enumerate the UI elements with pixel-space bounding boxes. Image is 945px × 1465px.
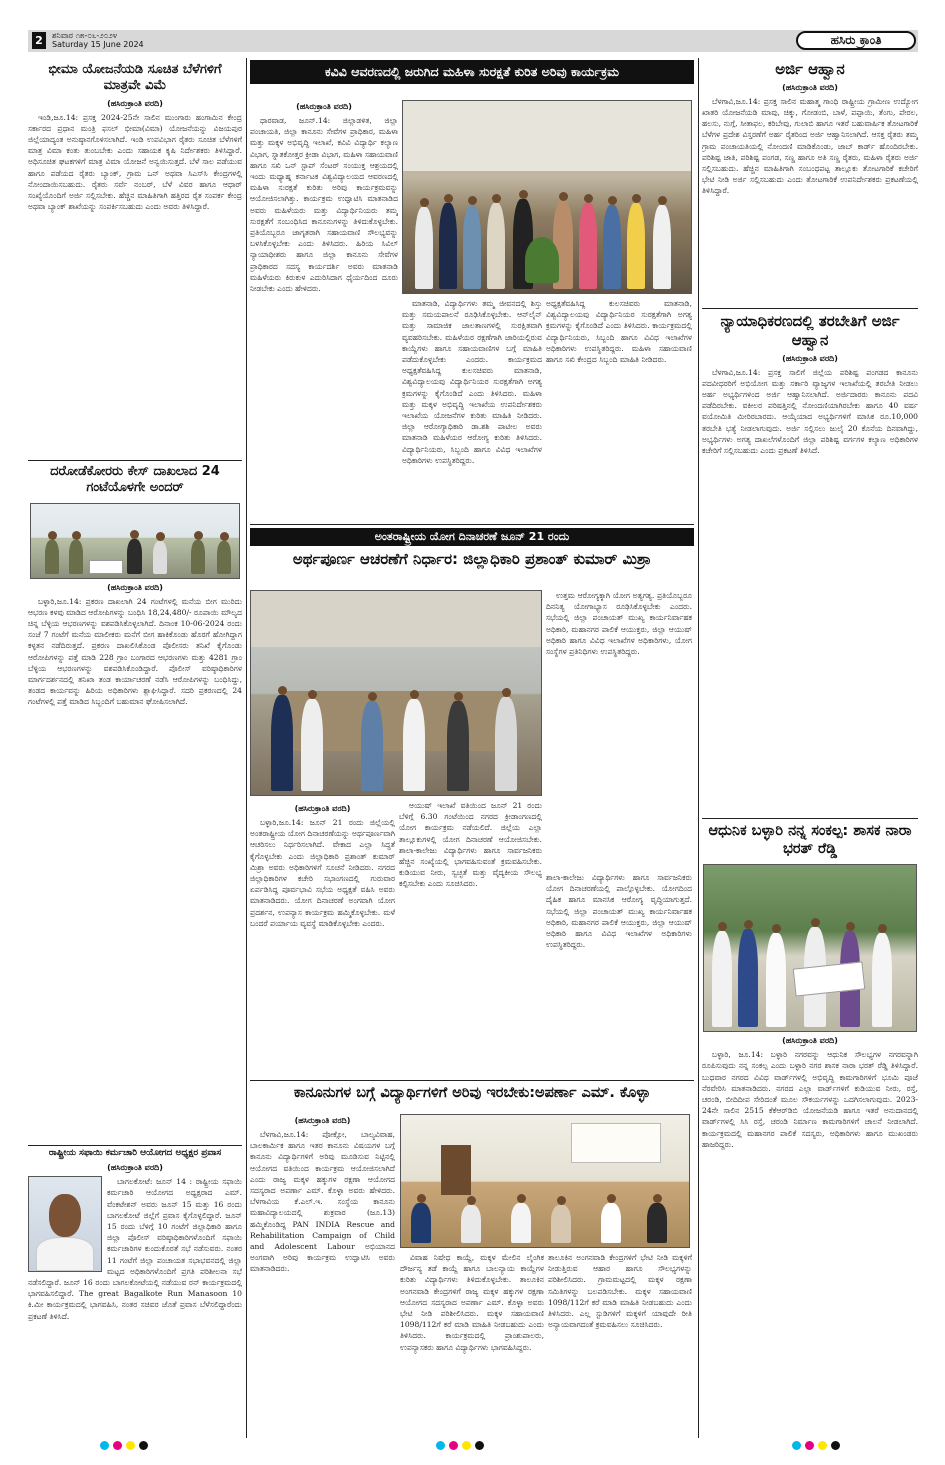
left-column (28, 60, 242, 1438)
byline: (ಹಸಿರುಕ್ರಾಂತಿ ವರದಿ) (782, 82, 838, 92)
article-body: ಶಾಲಾ-ಕಾಲೇಜು ವಿದ್ಯಾರ್ಥಿಗಳು ಹಾಗೂ ಸಾರ್ವಜನಿಕರು ಯೋಗ ದಿನಾಚರಣೆಯಲ್ಲಿ ಪಾಲ್ಗೊಳ್ಳಬೇಕು. ಯೋಗದಿಂದ ದೈಹಿಕ ಹಾಗೂ ಮಾನಸಿಕ ಆರೋಗ್ಯ ವೃದ್ಧಿಯಾಗುತ್ತದೆ. ಸಭೆಯಲ್ಲಿ ಜಿಲ್ಲಾ ಪಂಚಾಯತ್ ಮುಖ್ಯ ಕಾರ್ಯನಿರ್ವಾಹಕ ಅಧಿಕಾರಿ, ಮಹಾನಗರ ಪಾಲಿಕೆ ಆಯುಕ್ತರು, ಜಿಲ್ಲಾ ಆಯುಷ್ ಅಧಿಕಾರಿ ಹಾಗೂ ವಿವಿಧ ಇಲಾಖೆಗಳ ಅಧಿಕಾರಿಗಳು ಉಪಸ್ಥಿತರಿದ್ದರು. (546, 873, 692, 950)
headline: ಭೀಮಾ ಯೋಜನೆಯಡಿ ಸೂಚಿತ ಬೆಳೆಗಳಿಗೆ ಮಾತ್ರವೇ ವಿಮೆ (48, 62, 222, 94)
article-body: ಮಾತನಾಡಿ, ವಿದ್ಯಾರ್ಥಿಗಳು ತಮ್ಮ ಜೀವನದಲ್ಲಿ ಶಿಸ್ತು ಮತ್ತು ಸಮಯಪಾಲನೆ ರೂಢಿಸಿಕೊಳ್ಳಬೇಕು. ಆನ್‌ಲೈನ್ ಮತ್ತು ಸಾಮಾಜಿಕ ಜಾಲತಾಣಗಳಲ್ಲಿ ಸುರಕ್ಷಿತವಾಗಿ ವ್ಯವಹರಿಸಬೇಕು. ಮಹಿಳೆಯರ ರಕ್ಷಣೆಗಾಗಿ ಜಾರಿಯಲ್ಲಿರುವ ಕಾಯ್ದೆಗಳು ಹಾಗೂ ಸಹಾಯವಾಣಿಗಳ ಬಗ್ಗೆ ಮಾಹಿತಿ ಪಡೆದುಕೊಳ್ಳಬೇಕು ಎಂದರು. ಕಾರ್ಯಕ್ರಮದ ಅಧ್ಯಕ್ಷತೆವಹಿಸಿದ್ದ ಕುಲಸಚಿವರು ಮಾತನಾಡಿ, ವಿಶ್ವವಿದ್ಯಾಲಯವು ವಿದ್ಯಾರ್ಥಿನಿಯರ ಸುರಕ್ಷತೆಗಾಗಿ ಅಗತ್ಯ ಕ್ರಮಗಳನ್ನು ಕೈಗೊಂಡಿದೆ ಎಂದು ತಿಳಿಸಿದರು. ಮಹಿಳಾ ಮತ್ತು ಮಕ್ಕಳ ಅಭಿವೃದ್ಧಿ ಇಲಾಖೆಯ ಉಪನಿರ್ದೇಶಕರು ಇಲಾಖೆಯ ಯೋಜನೆಗಳ ಕುರಿತು ಮಾಹಿತಿ ನೀಡಿದರು. ಜಿಲ್ಲಾ ಆರೋಗ್ಯಾಧಿಕಾರಿ ಡಾ.ಶಶಿ ಪಾಟೀಲ ಅವರು ಮಾತನಾಡಿ ಮಹಿಳೆಯರ ಆರೋಗ್ಯ ಕುರಿತು ತಿಳಿಸಿದರು. ವಿದ್ಯಾರ್ಥಿನಿಯರು, ಸಿಬ್ಬಂದಿ ಹಾಗೂ ವಿವಿಧ ಇಲಾಖೆಗಳ ಅಧಿಕಾರಿಗಳು ಉಪಸ್ಥಿತರಿದ್ದರು. (402, 299, 542, 465)
divider (28, 1145, 242, 1146)
divider (250, 524, 694, 525)
divider (28, 460, 242, 461)
article-law-awareness-mid (400, 1252, 544, 1438)
headline: ಕವಿವಿ ಆವರಣದಲ್ಲಿ ಜರುಗಿದ ಮಹಿಳಾ ಸುರಕ್ಷತೆ ಕುರಿತ ಅರಿವು ಕಾರ್ಯಕ್ರಮ (250, 60, 694, 84)
byline: (ಹಸಿರುಕ್ರಾಂತಿ ವರದಿ) (782, 353, 838, 363)
article-body: ಧಾರವಾಡ, ಜೂನ್.14: ಜಿಲ್ಲಾಡಳಿತ, ಜಿಲ್ಲಾ ಪಂಚಾಯತಿ, ಜಿಲ್ಲಾ ಕಾನೂನು ಸೇವೆಗಳ ಪ್ರಾಧಿಕಾರ, ಮಹಿಳಾ ಮತ್ತು ಮಕ್ಕಳ ಅಭಿವೃದ್ಧಿ ಇಲಾಖೆ, ಕವಿವಿ ವಿದ್ಯಾರ್ಥಿ ಕಲ್ಯಾಣ ವಿಭಾಗ, ಸ್ನಾತಕೋತ್ತರ ಕ್ರೀಡಾ ವಿಭಾಗ, ಮಹಿಳಾ ಸಹಾಯವಾಣಿ ಹಾಗೂ ಸಖಿ ಒನ್ ಸ್ಟಾಪ್ ಸೆಂಟರ್ ಸಂಯುಕ್ತ ಆಶ್ರಯದಲ್ಲಿ ಇಂದು ಮಧ್ಯಾಹ್ನ ಕರ್ನಾಟಕ ವಿಶ್ವವಿದ್ಯಾಲಯದ ಆವರಣದಲ್ಲಿ ಮಹಿಳಾ ಸುರಕ್ಷತೆ ಕುರಿತು ಅರಿವು ಕಾರ್ಯಕ್ರಮವನ್ನು ಆಯೋಜಿಸಲಾಗಿತ್ತು. ಕಾರ್ಯಕ್ರಮ ಉದ್ಘಾಟಿಸಿ ಮಾತನಾಡಿದ ಅವರು ಮಹಿಳೆಯರು ಮತ್ತು ವಿದ್ಯಾರ್ಥಿನಿಯರು ತಮ್ಮ ಸುರಕ್ಷತೆಗೆ ಸಂಬಂಧಿಸಿದ ಕಾನೂನುಗಳನ್ನು ತಿಳಿದುಕೊಳ್ಳಬೇಕು. ಪ್ರತಿಯೊಬ್ಬರೂ ಜಾಗೃತರಾಗಿ ಸಹಾಯವಾಣಿ ಸೌಲಭ್ಯವನ್ನು ಬಳಸಿಕೊಳ್ಳಬೇಕು ಎಂದು ತಿಳಿಸಿದರು. ಹಿರಿಯ ಸಿವಿಲ್ ನ್ಯಾಯಾಧೀಶರು ಹಾಗೂ ಜಿಲ್ಲಾ ಕಾನೂನು ಸೇವೆಗಳ ಪ್ರಾಧಿಕಾರದ ಸದಸ್ಯ ಕಾರ್ಯದರ್ಶಿ ಅವರು ಮಾತನಾಡಿ ಮಹಿಳೆಯರು ಕಿರುಕುಳ ಎದುರಿಸಿದಾಗ ಧೈರ್ಯದಿಂದ ದೂರು ನೀಡಬೇಕು ಎಂದು ಹೇಳಿದರು. (250, 116, 398, 294)
byline: (ಹಸಿರುಕ್ರಾಂತಿ ವರದಿ) (782, 1036, 838, 1046)
article-modern-ballari (702, 822, 918, 1438)
article-body: ಉತ್ತಮ ಆರೋಗ್ಯಕ್ಕಾಗಿ ಯೋಗ ಅತ್ಯಗತ್ಯ. ಪ್ರತಿಯೊಬ್ಬರೂ ದಿನನಿತ್ಯ ಯೋಗಾಭ್ಯಾಸ ರೂಢಿಸಿಕೊಳ್ಳಬೇಕು ಎಂದರು. ಸಭೆಯಲ್ಲಿ ಜಿಲ್ಲಾ ಪಂಚಾಯತ್ ಮುಖ್ಯ ಕಾರ್ಯನಿರ್ವಾಹಕ ಅಧಿಕಾರಿ, ಮಹಾನಗರ ಪಾಲಿಕೆ ಆಯುಕ್ತರು, ಜಿಲ್ಲಾ ಆಯುಷ್ ಅಧಿಕಾರಿ ಹಾಗೂ ವಿವಿಧ ಇಲಾಖೆಗಳ ಅಧಿಕಾರಿಗಳು, ಯೋಗ ಸಂಸ್ಥೆಗಳ ಪ್ರತಿನಿಧಿಗಳು ಉಪಸ್ಥಿತರಿದ್ದರು. (546, 591, 692, 657)
divider (702, 308, 918, 309)
article-body: ತಾಲೂಕಿನ ಅಂಗನವಾಡಿ ಕೇಂದ್ರಗಳಿಗೆ ಭೇಟಿ ನೀಡಿ ಮಕ್ಕಳಿಗೆ ನೀಡುತ್ತಿರುವ ಆಹಾರ ಹಾಗೂ ಸೌಲಭ್ಯಗಳನ್ನು ಪರಿಶೀಲಿಸಿದರು. ಗ್ರಾಮಮಟ್ಟದಲ್ಲಿ ಮಕ್ಕಳ ರಕ್ಷಣಾ ಸಮಿತಿಗಳನ್ನು ಬಲಪಡಿಸಬೇಕು. ಮಕ್ಕಳ ಸಹಾಯವಾಣಿ 1098/112ಗೆ ಕರೆ ಮಾಡಿ ಮಾಹಿತಿ ನೀಡಬಹುದು ಎಂದು ತಿಳಿಸಿದರು. ಎಲ್ಲ ಸ್ಟುಡಿಗಳಿಗೆ ಮಕ್ಕಳಿಗೆ ಯಾವುದೇ ರೀತಿ ಅನ್ಯಾಯವಾಗದಂತೆ ಕ್ರಮವಹಿಸಲು ಸೂಚಿಸಿದರು. (548, 1253, 692, 1330)
byline: (ಹಸಿರುಕ್ರಾಂತಿ ವರದಿ) (107, 1163, 163, 1173)
byline: (ಹಸಿರುಕ್ರಾಂತಿ ವರದಿ) (107, 98, 163, 108)
article-body: ಬಳ್ಳಾರಿ,ಜೂ.14: ಪ್ರಕರಣ ದಾಖಲಾಗಿ 24 ಗಂಟೆಗಳಲ್ಲಿ ಮನೆಯ ಬೀಗ ಮುರಿದು ಆಭರಣ ಕಳವು ಮಾಡಿದ ಆರೋಪಿಗಳನ್ನು ಬಂಧಿಸಿ 18,24,480/- ರೂಪಾಯಿ ಮೌಲ್ಯದ ಚಿನ್ನ ಬೆಳ್ಳಿಯ ಆಭರಣಗಳನ್ನು ವಶಪಡಿಸಿಕೊಳ್ಳಲಾಗಿದೆ. ದಿನಾಂಕ 10-06-2024 ರಂದು ಸಂಜೆ 7 ಗಂಟೆಗೆ ಮನೆಯ ಮಾಲೀಕರು ಮನೆಗೆ ಬೀಗ ಹಾಕಿಕೊಂಡು ಹೊರಗೆ ಹೋಗಿದ್ದಾಗ ಕಳ್ಳತನ ನಡೆದಿರುತ್ತದೆ. ಪ್ರಕರಣ ದಾಖಲಿಸಿಕೊಂಡ ಪೊಲೀಸರು ತನಿಖೆ ಕೈಗೊಂಡು ಆರೋಪಿಗಳನ್ನು ಪತ್ತೆ ಮಾಡಿ 228 ಗ್ರಾಂ ಬಂಗಾರದ ಆಭರಣಗಳು ಮತ್ತು 4281 ಗ್ರಾಂ ಬೆಳ್ಳಿಯ ಆಭರಣಗಳನ್ನು ವಶಪಡಿಸಿಕೊಂಡಿದ್ದಾರೆ. ಪೊಲೀಸ್ ವರಿಷ್ಠಾಧಿಕಾರಿಗಳ ಮಾರ್ಗದರ್ಶನದಲ್ಲಿ ತನಿಖಾ ತಂಡ ಕಾರ್ಯಾಚರಣೆ ನಡೆಸಿ ಆರೋಪಿಗಳನ್ನು ಬಂಧಿಸಿದ್ದು, ತಂಡದ ಕಾರ್ಯವನ್ನು ಹಿರಿಯ ಅಧಿಕಾರಿಗಳು ಶ್ಲಾಘಿಸಿದ್ದಾರೆ. ಸದರಿ ಪ್ರಕರಣದಲ್ಲಿ 24 ಗಂಟೆಗಳಲ್ಲಿ ಪತ್ತೆ ಮಾಡಿದ ಸಿಬ್ಬಂದಿಗೆ ಬಹುಮಾನ ಘೋಷಿಸಲಾಗಿದೆ. (28, 596, 242, 707)
article-yoga-right (546, 590, 692, 870)
article-women-safety-left (250, 98, 398, 520)
article-women-safety-right (546, 298, 692, 520)
article-body: ಬೆಳಗಾವಿ,ಜೂ.14: ಪ್ರಸಕ್ತ ಸಾಲಿಗೆ ಜಿಲ್ಲೆಯ ಪರಿಶಿಷ್ಟ ಪಂಗಡದ ಕಾನೂನು ಪದವೀಧರರಿಗೆ ಅಭಿಯೋಗ ಮತ್ತು ಸರ್ಕಾರಿ ವ್ಯಾಜ್ಯಗಳ ಇಲಾಖೆಯಲ್ಲಿ ತರಬೇತಿ ನೀಡಲು ಅರ್ಹ ಅಭ್ಯರ್ಥಿಗಳಿಂದ ಅರ್ಜಿ ಆಹ್ವಾನಿಸಲಾಗಿದೆ. ಅರ್ಜಿದಾರರು ಕಾನೂನು ಪದವಿ ಪಡೆದಿರಬೇಕು. ವಕೀಲರ ಪರಿಷತ್ತಿನಲ್ಲಿ ನೋಂದಣಿಯಾಗಿರಬೇಕು ಹಾಗೂ 40 ವರ್ಷ ವಯೋಮಿತಿ ಮೀರಿರಬಾರದು. ಆಯ್ಕೆಯಾದ ಅಭ್ಯರ್ಥಿಗಳಿಗೆ ಮಾಸಿಕ ರೂ.10,000 ತರಬೇತಿ ಭತ್ಯೆ ನೀಡಲಾಗುವುದು. ಅರ್ಜಿ ಸಲ್ಲಿಸಲು ಜುಲೈ 20 ಕೊನೆಯ ದಿನವಾಗಿದ್ದು, ಅಭ್ಯರ್ಥಿಗಳು ಅಗತ್ಯ ದಾಖಲೆಗಳೊಂದಿಗೆ ಜಿಲ್ಲಾ ಪರಿಶಿಷ್ಟ ವರ್ಗಗಳ ಕಲ್ಯಾಣ ಅಧಿಕಾರಿಗಳ ಕಚೇರಿಗೆ ಸಲ್ಲಿಸಬಹುದು ಎಂದು ಪ್ರಕಟಣೆ ತಿಳಿಸಿದೆ. (702, 367, 918, 455)
column-rule (246, 58, 247, 1438)
page-header-bar (28, 30, 918, 52)
headline: ನ್ಯಾಯಾಧಿಕರಣದಲ್ಲಿ ತರಬೇತಿಗೆ ಅರ್ಜಿ ಆಹ್ವಾನ (720, 312, 900, 349)
date-line-english: Saturday 15 June 2024 (52, 40, 144, 49)
reg-dot-black (139, 1441, 148, 1450)
article-law-awareness-left (250, 1112, 395, 1438)
article-yoga-mid (399, 800, 542, 1076)
registration-marks (792, 1441, 840, 1450)
women-safety-event-photo (402, 100, 692, 294)
right-column (702, 60, 918, 1438)
reg-dot-cyan (100, 1441, 109, 1450)
reg-dot-yellow (126, 1441, 135, 1450)
chairman-portrait-photo (28, 1176, 102, 1272)
headline: ಅರ್ಥಪೂರ್ಣ ಆಚರಣೆಗೆ ನಿರ್ಧಾರ: ಜಿಲ್ಲಾಧಿಕಾರಿ ಪ್ರಶಾಂತ್ ಕುಮಾರ್ ಮಿಶ್ರಾ (292, 550, 652, 568)
article-bhima-insurance (28, 60, 242, 460)
police-press-photo (30, 503, 240, 579)
headline: ಆಧುನಿಕ ಬಳ್ಳಾರಿ ನನ್ನ ಸಂಕಲ್ಪ: ಶಾಸಕ ನಾರಾ ಭರತ್ ರೆಡ್ಡಿ (708, 823, 912, 858)
newspaper-name: ಹಸಿರು ಕ್ರಾಂತಿ (796, 31, 916, 50)
headline: ಕಾನೂನುಗಳ ಬಗ್ಗೆ ವಿದ್ಯಾರ್ಥಿಗಳಿಗೆ ಅರಿವು ಇರಬೇಕು:ಅಪರ್ಣಾ ಎಮ್. ಕೊಳ್ಳಾ (293, 1085, 651, 1101)
article-yoga-left (250, 800, 395, 1076)
headline: ಅರ್ಜಿ ಆಹ್ವಾನ (775, 60, 845, 78)
article-body: ಬೆಳಗಾವಿ,ಜೂ.14: ಪ್ರಸಕ್ತ ಸಾಲಿನ ಮಹಾತ್ಮ ಗಾಂಧಿ ರಾಷ್ಟ್ರೀಯ ಗ್ರಾಮೀಣ ಉದ್ಯೋಗ ಖಾತರಿ ಯೋಜನೆಯಡಿ ಮಾವು, ಚಿಕ್ಕು, ಗೋಡಂಬಿ, ಬಾಳೆ, ಪಪ್ಪಾಯಿ, ತೆಂಗು, ಪೇರಲ, ಹಲಸು, ನುಗ್ಗೆ, ಸೀತಾಫಲ, ಕರಿಬೇವು, ಗುಲಾಬಿ ಹಾಗೂ ಇತರೆ ಬಹುವಾರ್ಷಿಕ ತೋಟಗಾರಿಕೆ ಬೆಳೆಗಳ ಪ್ರದೇಶ ವಿಸ್ತರಣೆಗೆ ಅರ್ಹ ರೈತರಿಂದ ಅರ್ಜಿ ಆಹ್ವಾನಿಸಲಾಗಿದೆ. ಆಸಕ್ತ ರೈತರು ತಮ್ಮ ಗ್ರಾಮ ಪಂಚಾಯತಿಯಲ್ಲಿ ನೋಂದಣಿ ಮಾಡಿಕೊಂಡು, ಜಾಬ್ ಕಾರ್ಡ್ ಹೊಂದಿರಬೇಕು. ಪರಿಶಿಷ್ಟ ಜಾತಿ, ಪರಿಶಿಷ್ಟ ಪಂಗಡ, ಸಣ್ಣ ಹಾಗೂ ಅತಿ ಸಣ್ಣ ರೈತರು, ಮಹಿಳಾ ರೈತರು ಅರ್ಜಿ ಸಲ್ಲಿಸಬಹುದು. ಹೆಚ್ಚಿನ ಮಾಹಿತಿಗಾಗಿ ಸಂಬಂಧಪಟ್ಟ ತಾಲ್ಲೂಕು ತೋಟಗಾರಿಕೆ ಕಚೇರಿಗೆ ಭೇಟಿ ನೀಡಿ ಅರ್ಜಿ ಸಲ್ಲಿಸಬಹುದು ಎಂದು ತೋಟಗಾರಿಕೆ ಉಪನಿರ್ದೇಶಕರು ಪ್ರಕಟಣೆಯಲ್ಲಿ ತಿಳಿಸಿದ್ದಾರೆ. (702, 96, 918, 196)
article-tribunal-training (702, 312, 918, 816)
divider (702, 818, 918, 819)
registration-marks (436, 1441, 484, 1450)
headline: ದರೋಡೆಕೋರರು ಕೇಸ್ ದಾಖಲಾದ 24 ಗಂಟೆಯೊಳಗೇ ಅಂದರ್ (50, 464, 220, 496)
mla-site-visit-photo (703, 864, 917, 1032)
byline: (ಹಸಿರುಕ್ರಾಂತಿ ವರದಿ) (296, 102, 352, 111)
divider (250, 1080, 694, 1081)
law-awareness-event-photo (400, 1114, 690, 1248)
headline: ರಾಷ್ಟ್ರೀಯ ಸಫಾಯಿ ಕರ್ಮಚಾರಿ ಆಯೋಗದ ಅಧ್ಯಕ್ಷರ ಪ್ರವಾಸ (48, 1148, 222, 1158)
article-safai-commission (28, 1148, 242, 1438)
byline: (ಹಸಿರುಕ್ರಾಂತಿ ವರದಿ) (107, 582, 163, 592)
article-application-invite (702, 60, 918, 306)
article-yoga-right-2 (546, 872, 692, 1076)
article-body: ಬಳ್ಳಾರಿ, ಜೂ.14: ಬಳ್ಳಾರಿ ನಗರವನ್ನು ಆಧುನಿಕ ಸೌಲಭ್ಯಗಳ ನಗರವನ್ನಾಗಿ ರೂಪಿಸುವುದು ನನ್ನ ಸಂಕಲ್ಪ ಎಂದು ಬಳ್ಳಾರಿ ನಗರ ಶಾಸಕ ನಾರಾ ಭರತ್ ರೆಡ್ಡಿ ತಿಳಿಸಿದ್ದಾರೆ. ಬುಧವಾರ ನಗರದ ವಿವಿಧ ವಾರ್ಡ್‌ಗಳಲ್ಲಿ ಅಭಿವೃದ್ಧಿ ಕಾಮಗಾರಿಗಳಿಗೆ ಭೂಮಿ ಪೂಜೆ ನೆರವೇರಿಸಿ ಮಾತನಾಡಿದರು. ನಗರದ ಎಲ್ಲಾ ವಾರ್ಡ್‌ಗಳಿಗೆ ಕುಡಿಯುವ ನೀರು, ರಸ್ತೆ, ಚರಂಡಿ, ಬೀದಿದೀಪ ಸೇರಿದಂತೆ ಮೂಲ ಸೌಕರ್ಯಗಳನ್ನು ಒದಗಿಸಲಾಗುವುದು. 2023-24ನೇ ಸಾಲಿನ 2515 ಕೆಕೆಆರ್‌ಡಿಬಿ ಯೋಜನೆಯಡಿ ಹಾಗೂ ಇತರೆ ಅನುದಾನದಲ್ಲಿ ವಾರ್ಡ್‌ಗಳಲ್ಲಿ ಸಿಸಿ ರಸ್ತೆ, ಚರಂಡಿ ನಿರ್ಮಾಣ ಕಾಮಗಾರಿಗಳಿಗೆ ಚಾಲನೆ ನೀಡಲಾಗಿದೆ. ಕಾರ್ಯಕ್ರಮದಲ್ಲಿ ಮಹಾನಗರ ಪಾಲಿಕೆ ಸದಸ್ಯರು, ಅಧಿಕಾರಿಗಳು ಹಾಗೂ ಮುಖಂಡರು ಹಾಜರಿದ್ದರು. (702, 1050, 918, 1149)
article-body: ಬೆಳಗಾವಿ,ಜೂ.14: ಪೋಕ್ಸೋ, ಬಾಲ್ಯವಿವಾಹ, ಬಾಲಕಾರ್ಮಿಕ ಹಾಗೂ ಇತರ ಕಾನೂನು ವಿಷಯಗಳ ಬಗ್ಗೆ ಕಾನೂನು ವಿದ್ಯಾರ್ಥಿಗಳಿಗೆ ಅರಿವು ಮೂಡಿಸುವ ನಿಟ್ಟಿನಲ್ಲಿ ಆಯೋಗದ ವತಿಯಿಂದ ಕಾರ್ಯಕ್ರಮ ಆಯೋಜಿಸಲಾಗಿದೆ ಎಂದು ರಾಜ್ಯ ಮಕ್ಕಳ ಹಕ್ಕುಗಳ ರಕ್ಷಣಾ ಆಯೋಗದ ಸದಸ್ಯರಾದ ಅಪರ್ಣಾ ಎಮ್. ಕೊಳ್ಳಾ ಅವರು ಹೇಳಿದರು. ಬೆಳಗಾವಿಯ ಕೆ.ಎಲ್.ಇ. ಸಂಸ್ಥೆಯ ಕಾನೂನು ಮಹಾವಿದ್ಯಾಲಯದಲ್ಲಿ ಶುಕ್ರವಾರ (ಜೂ.13) ಹಮ್ಮಿಕೊಂಡಿದ್ದ PAN INDIA Rescue and Rehabilitation Campaign of Child and Adolescent Labour ಅಭಿಯಾನದ ಅಂಗವಾಗಿ ಅರಿವು ಕಾರ್ಯಕ್ರಮ ಉದ್ಘಾಟಿಸಿ ಅವರು ಮಾತನಾಡಿದರು. (250, 1130, 395, 1274)
page-number: 2 (32, 32, 46, 49)
article-body: ಇಂಡಿ,ಜೂ.14: ಪ್ರಸಕ್ತ 2024-25ನೇ ಸಾಲಿನ ಮುಂಗಾರು ಹಂಗಾಮಿನ ಕೇಂದ್ರ ಸರ್ಕಾರದ ಪ್ರಧಾನ ಮಂತ್ರಿ ಫಸಲ್ ಭೀಮಾ(ವಿಮಾ) ಯೋಜನೆಯನ್ನು ವಿಜಯಪುರ ಜಿಲ್ಲೆಯಾದ್ಯಂತ ಅನುಷ್ಠಾನಗೊಳಿಸಲಾಗಿದೆ. ಇಂಡಿ ಉಪವಿಭಾಗ ರೈತರು ಸೂಚಿತ ಬೆಳೆಗಳಿಗೆ ಮಾತ್ರ ವಿಮಾ ಕಂತು ತುಂಬಬೇಕು ಎಂದು ಸಹಾಯಕ ಕೃಷಿ ನಿರ್ದೇಶಕರು ತಿಳಿಸಿದ್ದಾರೆ. ಅಧಿಸೂಚಿತ ಘಟಕಗಳಿಗೆ ಮಾತ್ರ ವಿಮಾ ಯೋಜನೆ ಅನ್ವಯಿಸುತ್ತದೆ. ಬೆಳೆ ಸಾಲ ಪಡೆಯುವ ಹಾಗೂ ಪಡೆಯದ ರೈತರು ಬ್ಯಾಂಕ್, ಗ್ರಾಮ ಒನ್ ಅಥವಾ ಸಿಎಸ್‌ಸಿ ಕೇಂದ್ರಗಳಲ್ಲಿ ನೋಂದಾಯಿಸಬಹುದು. ರೈತರು ಸರ್ವೆ ನಂಬರ್, ಬೆಳೆ ವಿವರ ಹಾಗೂ ಆಧಾರ್ ಸಂಖ್ಯೆಯೊಂದಿಗೆ ಅರ್ಜಿ ಸಲ್ಲಿಸಬೇಕು. ಹೆಚ್ಚಿನ ಮಾಹಿತಿಗಾಗಿ ಹತ್ತಿರದ ರೈತ ಸಂಪರ್ಕ ಕೇಂದ್ರ ಅಥವಾ ಬ್ಯಾಂಕ್ ಶಾಖೆಯನ್ನು ಸಂಪರ್ಕಿಸಬಹುದು ಎಂದು ಅವರು ತಿಳಿಸಿದ್ದಾರೆ. (28, 112, 242, 212)
registration-marks (100, 1441, 148, 1450)
article-women-safety-mid (402, 298, 542, 520)
column-rule (698, 58, 699, 1438)
article-body: ಆಯುಷ್ ಇಲಾಖೆ ವತಿಯಿಂದ ಜೂನ್ 21 ರಂದು ಬೆಳಿಗ್ಗೆ 6.30 ಗಂಟೆಯಿಂದ ನಗರದ ಕ್ರೀಡಾಂಗಣದಲ್ಲಿ ಯೋಗ ಕಾರ್ಯಕ್ರಮ ನಡೆಯಲಿದೆ. ಜಿಲ್ಲೆಯ ಎಲ್ಲಾ ತಾಲ್ಲೂಕುಗಳಲ್ಲಿ ಯೋಗ ದಿನಾಚರಣೆ ಆಯೋಜಿಸಬೇಕು. ಶಾಲಾ-ಕಾಲೇಜು ವಿದ್ಯಾರ್ಥಿಗಳು ಹಾಗೂ ಸಾರ್ವಜನಿಕರು ಹೆಚ್ಚಿನ ಸಂಖ್ಯೆಯಲ್ಲಿ ಭಾಗವಹಿಸುವಂತೆ ಕ್ರಮವಹಿಸಬೇಕು. ಕುಡಿಯುವ ನೀರು, ಸ್ವಚ್ಛತೆ ಮತ್ತು ವೈದ್ಯಕೀಯ ಸೌಲಭ್ಯ ಕಲ್ಪಿಸಬೇಕು ಎಂದು ಸೂಚಿಸಿದರು. (399, 801, 542, 889)
article-robbers-arrested (28, 464, 242, 994)
date-line (52, 31, 144, 49)
article-body: ಬಾಗಲಕೋಟೆ: ಜೂನ್ 14 : ರಾಷ್ಟ್ರೀಯ ಸಫಾಯಿ ಕರ್ಮಚಾರಿ ಆಯೋಗದ ಅಧ್ಯಕ್ಷರಾದ ಎಮ್. ವೆಂಕಟೇಶನ್ ಅವರು ಜೂನ್ 15 ಮತ್ತು 16 ರಂದು ಬಾಗಲಕೋಟೆ ಜಿಲ್ಲೆಗೆ ಪ್ರವಾಸ ಕೈಗೊಳ್ಳಲಿದ್ದಾರೆ. ಜೂನ್ 15 ರಂದು ಬೆಳಿಗ್ಗೆ 10 ಗಂಟೆಗೆ ಜಿಲ್ಲಾಧಿಕಾರಿ ಹಾಗೂ ಜಿಲ್ಲಾ ಪೊಲೀಸ್ ವರಿಷ್ಠಾಧಿಕಾರಿಗಳೊಂದಿಗೆ ಸಫಾಯಿ ಕರ್ಮಚಾರಿಗಳ ಕುಂದುಕೊರತೆ ಸಭೆ ನಡೆಸುವರು. ನಂತರ 11 ಗಂಟೆಗೆ ಜಿಲ್ಲಾ ಪಂಚಾಯತ ಸಭಾಭವನದಲ್ಲಿ ಜಿಲ್ಲಾ ಮಟ್ಟದ ಅಧಿಕಾರಿಗಳೊಂದಿಗೆ ಪ್ರಗತಿ ಪರಿಶೀಲನಾ ಸಭೆ ನಡೆಸಲಿದ್ದಾರೆ. ಜೂನ್ 16 ರಂದು ಬಾಗಲಕೋಟೆಯಲ್ಲಿ ನಡೆಯುವ ರನ್ ಕಾರ್ಯಕ್ರಮದಲ್ಲಿ ಭಾಗವಹಿಸಲಿದ್ದಾರೆ. The great Bagalkote Run Manasoon 10 ಕಿ.ಮೀ ಕಾರ್ಯಕ್ರಮದಲ್ಲಿ ಭಾಗವಹಿಸಿ, ನಂತರ ಸಚಿವರ ಜೊತೆ ಪ್ರವಾಸ ಬೆಳೆಸಲಿದ್ದಾರೆಂದು ಪ್ರಕಟಣೆ ತಿಳಿಸಿದೆ. (28, 1177, 242, 1321)
kicker: ಅಂತರಾಷ್ಟ್ರೀಯ ಯೋಗ ದಿನಾಚರಣೆ ಜೂನ್ 21 ರಂದು (250, 528, 694, 546)
article-law-awareness-right (548, 1252, 692, 1438)
reg-dot-magenta (113, 1441, 122, 1450)
yoga-day-meeting-photo (250, 590, 542, 796)
article-body: ಬಳ್ಳಾರಿ,ಜೂ.14: ಜೂನ್ 21 ರಂದು ಜಿಲ್ಲೆಯಲ್ಲಿ ಅಂತರಾಷ್ಟ್ರೀಯ ಯೋಗ ದಿನಾಚರಣೆಯನ್ನು ಅರ್ಥಪೂರ್ಣವಾಗಿ ಆಚರಿಸಲು ನಿರ್ಧರಿಸಲಾಗಿದೆ. ವೇಕಾದ ಎಲ್ಲಾ ಸಿದ್ಧತೆ ಕೈಗೊಳ್ಳಬೇಕು ಎಂದು ಜಿಲ್ಲಾಧಿಕಾರಿ ಪ್ರಶಾಂತ್ ಕುಮಾರ್ ಮಿಶ್ರಾ ಅವರು ಅಧಿಕಾರಿಗಳಿಗೆ ಸೂಚನೆ ನೀಡಿದರು. ನಗರದ ಜಿಲ್ಲಾಧಿಕಾರಿಗಳ ಕಚೇರಿ ಸಭಾಂಗಣದಲ್ಲಿ ಗುರುವಾರ ಏರ್ಪಡಿಸಿದ್ದ ಪೂರ್ವಭಾವಿ ಸಭೆಯ ಅಧ್ಯಕ್ಷತೆ ವಹಿಸಿ ಅವರು ಮಾತನಾಡಿದರು. ಯೋಗ ದಿನಾಚರಣೆ ಅಂಗವಾಗಿ ಯೋಗ ಪ್ರದರ್ಶನ, ಉಪನ್ಯಾಸ ಕಾರ್ಯಕ್ರಮ ಹಮ್ಮಿಕೊಳ್ಳಬೇಕು. ಮಳೆ ಬಂದರೆ ಪರ್ಯಾಯ ವ್ಯವಸ್ಥೆ ಮಾಡಿಕೊಳ್ಳಬೇಕು ಎಂದರು. (250, 818, 395, 928)
byline: (ಹಸಿರುಕ್ರಾಂತಿ ವರದಿ) (294, 1116, 351, 1125)
article-body: ವಿವಾಹ ನಿಷೇಧ ಕಾಯ್ದೆ, ಮಕ್ಕಳ ಮೇಲಿನ ಲೈಂಗಿಕ ದೌರ್ಜನ್ಯ ತಡೆ ಕಾಯ್ದೆ ಹಾಗೂ ಬಾಲನ್ಯಾಯ ಕಾಯ್ದೆಗಳ ಕುರಿತು ವಿದ್ಯಾರ್ಥಿಗಳು ತಿಳಿದುಕೊಳ್ಳಬೇಕು. ತಾಲೂಕಿನ ಅಂಗನವಾಡಿ ಕೇಂದ್ರಗಳಿಗೆ ರಾಜ್ಯ ಮಕ್ಕಳ ಹಕ್ಕುಗಳ ರಕ್ಷಣಾ ಆಯೋಗದ ಸದಸ್ಯರಾದ ಅಪರ್ಣಾ ಎಮ್. ಕೊಳ್ಳಾ ಅವರು ಭೇಟಿ ನೀಡಿ ಪರಿಶೀಲಿಸಿದರು. ಮಕ್ಕಳ ಸಹಾಯವಾಣಿ 1098/112ಗೆ ಕರೆ ಮಾಡಿ ಮಾಹಿತಿ ನೀಡಬಹುದು ಎಂದು ತಿಳಿಸಿದರು. ಕಾರ್ಯಕ್ರಮದಲ್ಲಿ ಪ್ರಾಂಶುಪಾಲರು, ಉಪನ್ಯಾಸಕರು ಹಾಗೂ ವಿದ್ಯಾರ್ಥಿಗಳು ಭಾಗವಹಿಸಿದ್ದರು. (400, 1253, 544, 1352)
article-body: ಅಧ್ಯಕ್ಷತೆವಹಿಸಿದ್ದ ಕುಲಸಚಿವರು ಮಾತನಾಡಿ, ವಿಶ್ವವಿದ್ಯಾಲಯವು ವಿದ್ಯಾರ್ಥಿನಿಯರ ಸುರಕ್ಷತೆಗಾಗಿ ಅಗತ್ಯ ಕ್ರಮಗಳನ್ನು ಕೈಗೊಂಡಿದೆ ಎಂದು ತಿಳಿಸಿದರು. ಕಾರ್ಯಕ್ರಮದಲ್ಲಿ ವಿದ್ಯಾರ್ಥಿನಿಯರು, ಸಿಬ್ಬಂದಿ ಹಾಗೂ ವಿವಿಧ ಇಲಾಖೆಗಳ ಅಧಿಕಾರಿಗಳು ಉಪಸ್ಥಿತರಿದ್ದರು. ಮಹಿಳಾ ಸಹಾಯವಾಣಿ ಹಾಗೂ ಸಖಿ ಕೇಂದ್ರದ ಸಿಬ್ಬಂದಿ ಮಾಹಿತಿ ನೀಡಿದರು. (546, 299, 692, 365)
byline: (ಹಸಿರುಕ್ರಾಂತಿ ವರದಿ) (294, 804, 351, 813)
center-column (250, 60, 694, 1438)
date-line-kannada: ಶನಿವಾರ ೧೫-೦೬-೨೦೨೪ (52, 31, 118, 40)
